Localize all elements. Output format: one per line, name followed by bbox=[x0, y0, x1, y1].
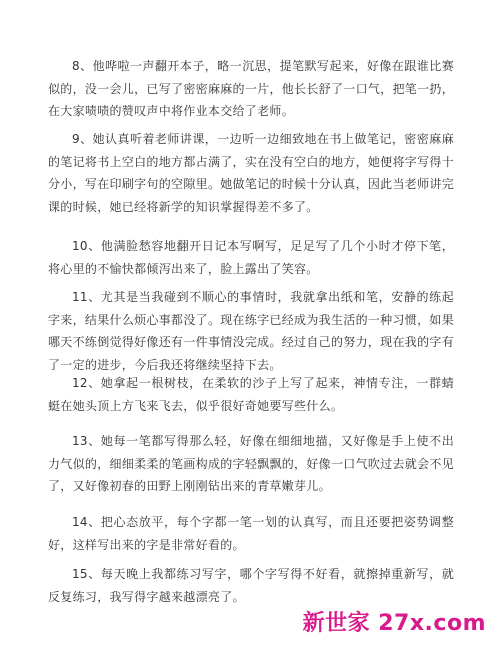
paragraph-15: 15、每天晚上我都练习写字，哪个字写得不好看，就擦掉重新写，就反复练习，我写得字越来越漂亮了。 bbox=[48, 567, 454, 604]
paragraph-11: 11、尤其是当我碰到不顺心的事情时，我就拿出纸和笔，安静的练起字来，结果什么烦心事都没了。现在练字已经成为我生活的一种习惯，如果哪天不练倒觉得好像还有一件事情没完成。经过自己的努力，现在我的字有了一定的进步，今后我还将继续坚持下去。 bbox=[48, 290, 454, 372]
paragraph-14: 14、把心态放平，每个字都一笔一划的认真写，而且还要把姿势调整好，这样写出来的字是非常好看的。 bbox=[48, 515, 454, 552]
paragraph-12: 12、她拿起一根树枝，在柔软的沙子上写了起来，神情专注，一群蜻蜓在她头顶上方飞来飞去，似乎很好奇她要写些什么。 bbox=[48, 376, 454, 413]
paragraph-9: 9、她认真听着老师讲课，一边听一边细致地在书上做笔记，密密麻麻的笔记将书上空白的地方都占满了，实在没有空白的地方，她便将字写得十分小，写在印刷字句的空隙里。她做笔记的时候十分认真，因此当老师讲完课的时候，她已经将新学的知识掌握得差不多了。 bbox=[48, 132, 454, 214]
site-watermark: 新世家 27x.com bbox=[302, 611, 486, 636]
paragraph-13: 13、她每一笔都写得那么轻，好像在细细地描，又好像是手上使不出力气似的，细细柔柔的笔画构成的字轻飘飘的，好像一口气吹过去就会不见了，又好像初春的田野上刚刚钻出来的青草嫩芽儿。 bbox=[48, 434, 454, 493]
paragraph-8: 8、他哗啦一声翻开本子，略一沉思，提笔默写起来，好像在跟谁比赛似的，没一会儿，已写了密密麻麻的一片，他长长舒了一口气，把笔一扔，在大家啧啧的赞叹声中将作业本交给了老师。 bbox=[48, 59, 454, 118]
paragraph-10: 10、他满脸愁容地翻开日记本写啊写，足足写了几个小时才停下笔，将心里的不愉快都倾泻出来了，脸上露出了笑容。 bbox=[48, 239, 454, 276]
